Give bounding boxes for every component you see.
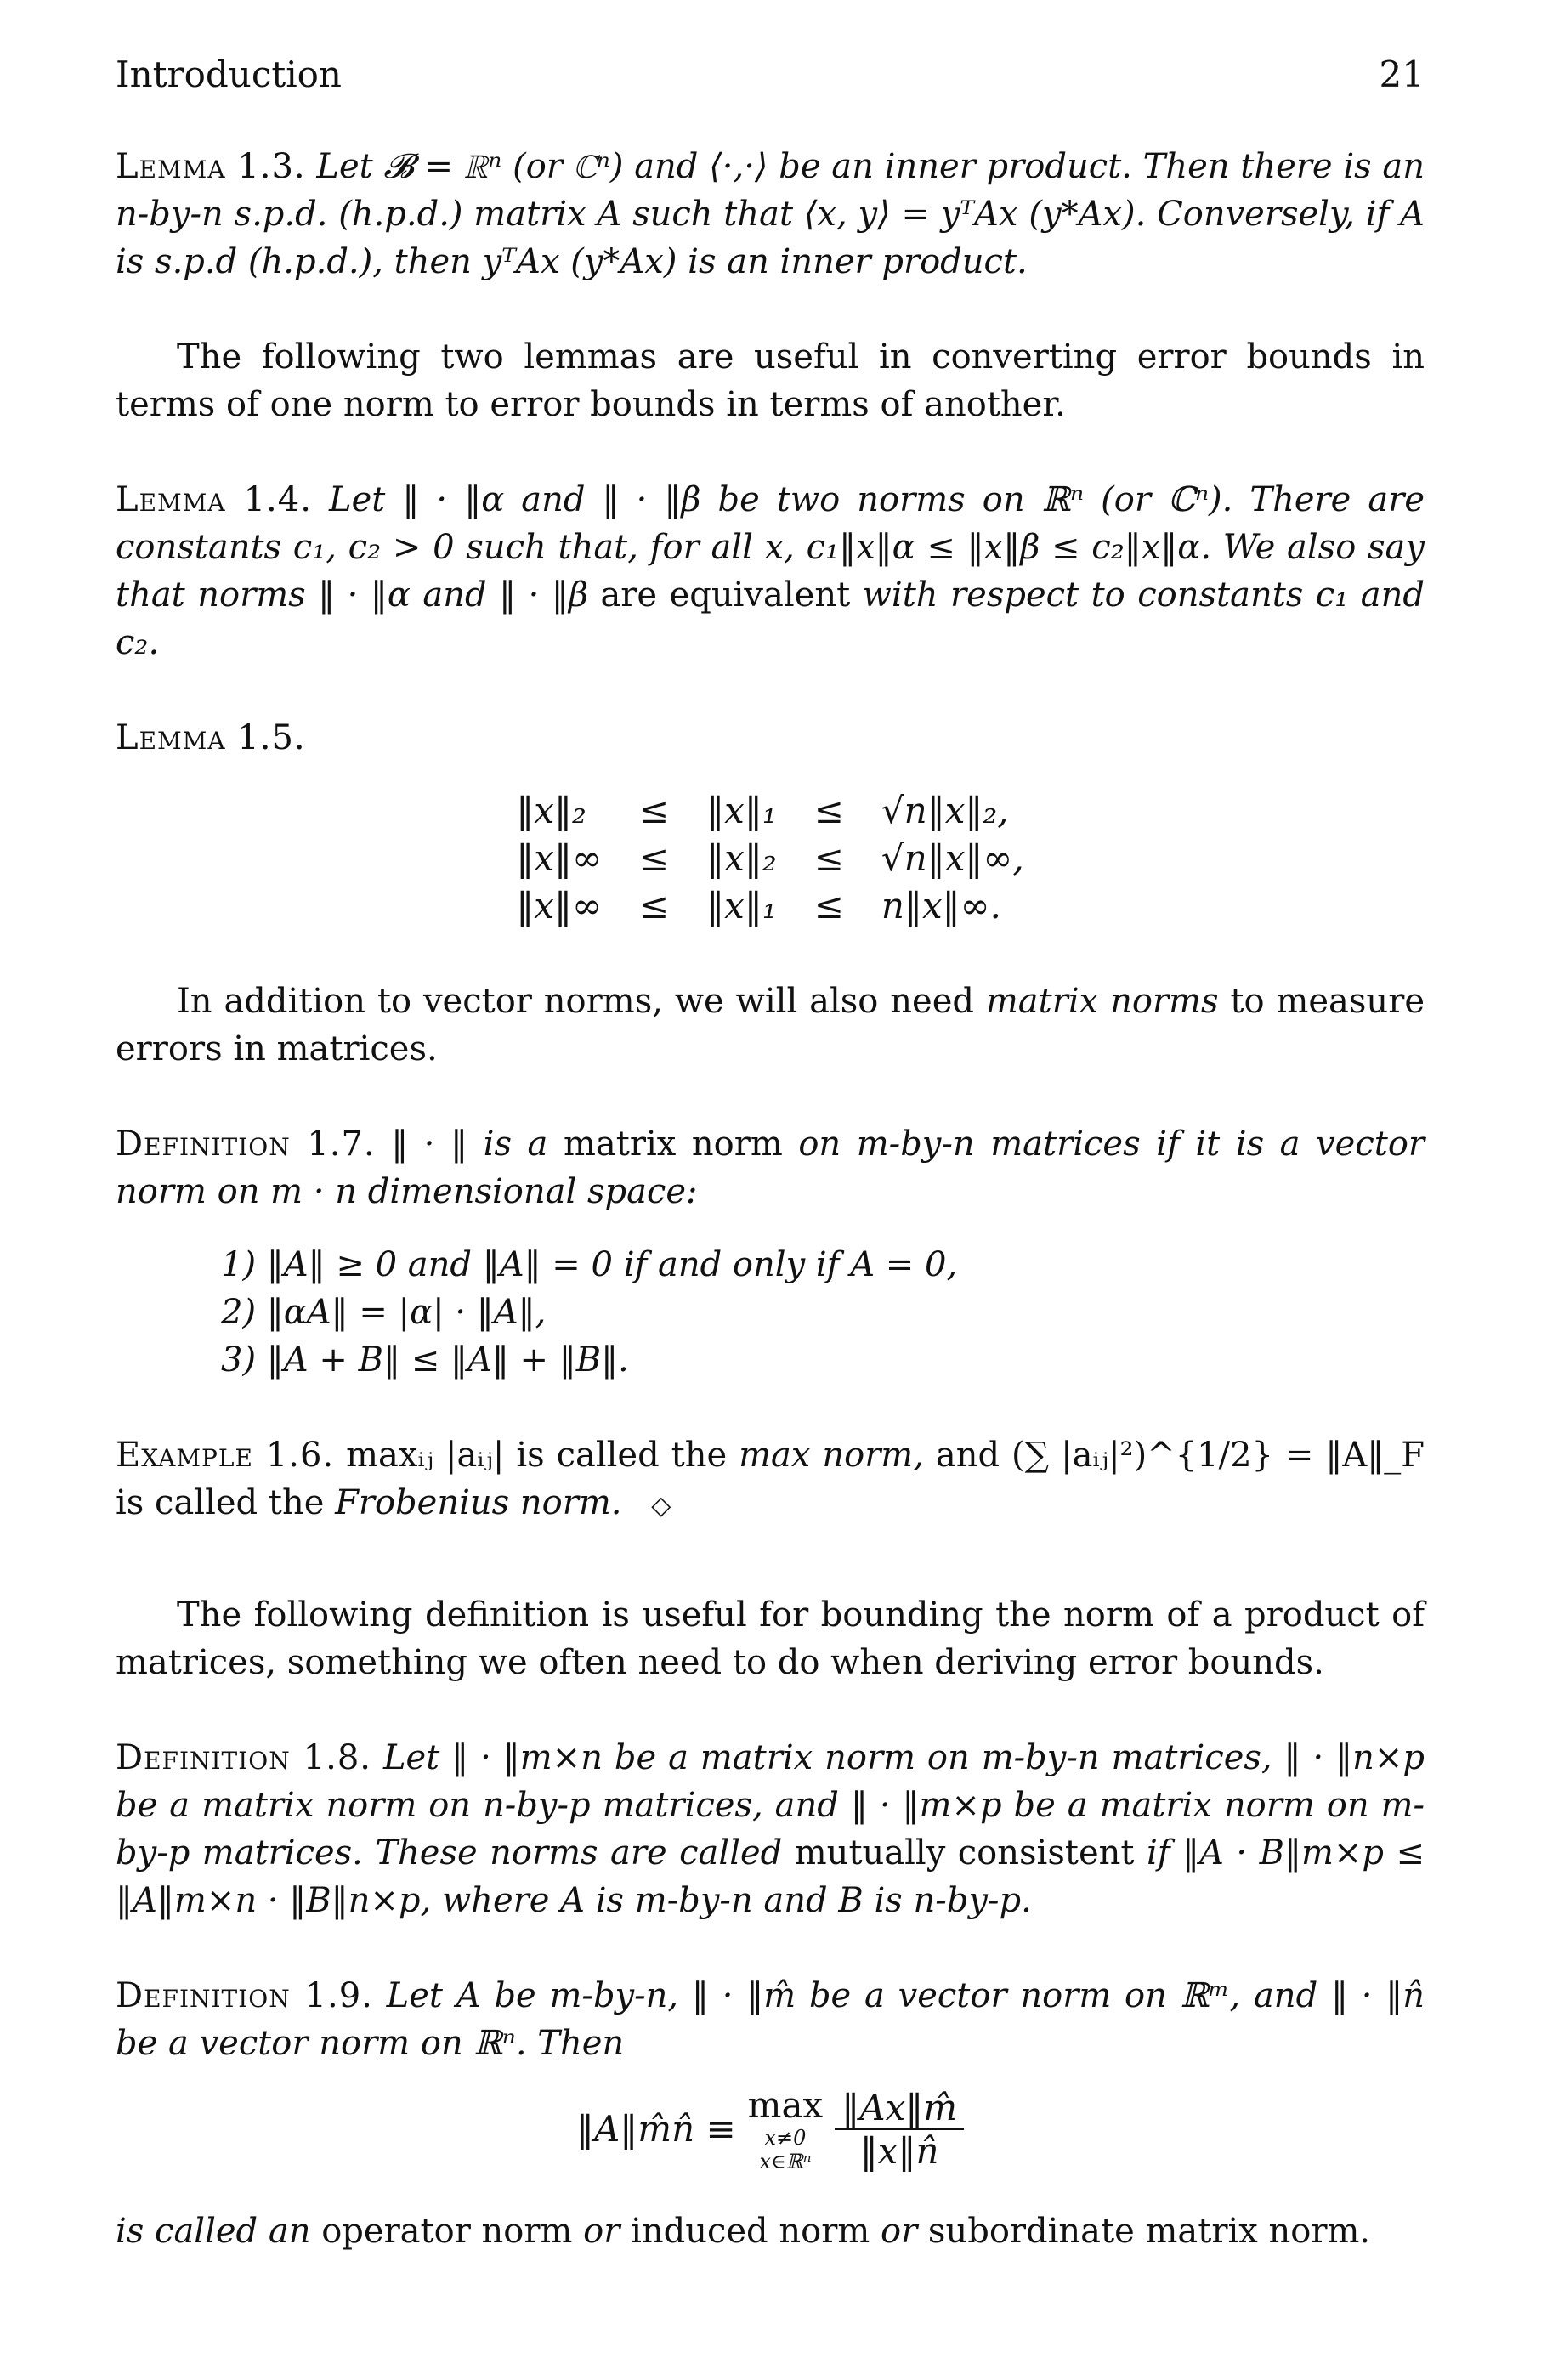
lemma-1-5 — [116, 714, 1425, 762]
cell: ≤ — [813, 790, 844, 831]
cell: ‖x‖₂ — [516, 790, 586, 831]
running-header — [116, 51, 1425, 99]
text: or — [881, 2212, 918, 2251]
paragraph-matrix-norms — [116, 978, 1425, 1073]
term-frobenius-norm: Frobenius norm. — [335, 1483, 622, 1522]
lemma-1-5-label: Lemma 1.5. — [116, 718, 306, 757]
example-1-6 — [116, 1431, 1425, 1530]
definition-1-7 — [116, 1120, 1425, 1216]
norm-axioms-list — [221, 1241, 1425, 1384]
lemma-1-4-term: are equivalent — [600, 575, 851, 615]
text: In addition to vector norms, we will also need — [177, 982, 974, 1021]
lemma-1-3-label: Lemma 1.3. — [116, 147, 306, 186]
definition-1-8 — [116, 1734, 1425, 1924]
cell: ≤ — [638, 837, 670, 879]
term-matrix-norm: matrix norm — [563, 1125, 783, 1164]
inequality-row — [497, 882, 1042, 930]
text: or — [583, 2212, 620, 2251]
text: to measure errors in matrices. — [116, 982, 1425, 1068]
definition-1-9-label: Definition 1.9. — [116, 1976, 373, 2015]
end-of-example-icon: ◇ — [651, 1491, 672, 1521]
cell: ≤ — [813, 837, 844, 879]
cell: ≤ — [638, 790, 670, 831]
chapter-title: Introduction — [116, 54, 342, 95]
formula-lhs: ‖A‖m̂n̂ ≡ — [575, 2108, 736, 2150]
cell: ≤ — [813, 885, 844, 926]
example-1-6-label: Example 1.6. — [116, 1436, 335, 1475]
text: if ‖A · B‖m×p ≤ ‖A‖m×n · ‖B‖n×p, where A is m-by-n and B is n-by-p. — [116, 1833, 1425, 1920]
cell: ≤ — [638, 885, 670, 926]
text: Let ‖ · ‖m×n be a matrix norm on m-by-n matrices, ‖ · ‖n×p be a matrix norm on n-by-p matrices, and ‖ · ‖m×p be a matrix norm on m-by-p matrices. These norms are called — [116, 1738, 1425, 1873]
term-subordinate-matrix-norm: subordinate matrix norm. — [927, 2212, 1371, 2251]
cell: √n‖x‖₂, — [881, 790, 1009, 831]
term-induced-norm: induced norm — [631, 2212, 870, 2251]
fraction — [835, 2087, 964, 2172]
list-item: 2) ‖αA‖ = |α| · ‖A‖, — [221, 1293, 547, 1332]
cell: ‖x‖∞ — [516, 885, 602, 926]
cell: ‖x‖₁ — [706, 885, 777, 926]
max-subscript: x≠0 — [764, 2126, 807, 2150]
norm-inequalities — [497, 787, 1042, 930]
list-item: 1) ‖A‖ ≥ 0 and ‖A‖ = 0 if and only if A = 0, — [221, 1245, 958, 1284]
cell: n‖x‖∞. — [881, 885, 1001, 926]
text: Let A be m-by-n, ‖ · ‖m̂ be a vector norm on ℝᵐ, and ‖ · ‖n̂ be a vector norm on ℝⁿ. Then — [116, 1976, 1425, 2063]
max-subscript: x∈ℝⁿ — [759, 2150, 812, 2173]
list-item: 3) ‖A + B‖ ≤ ‖A‖ + ‖B‖. — [221, 1340, 629, 1380]
term-matrix-norms: matrix norms — [985, 982, 1219, 1021]
cell: ‖x‖∞ — [516, 837, 602, 879]
paragraph-definition-useful: The following definition is useful for bounding the norm of a product of matrices, something we often need to do when deriving error bounds. — [116, 1595, 1425, 1682]
text: ‖ · ‖ is a — [391, 1125, 548, 1164]
lemma-1-4-label: Lemma 1.4. — [116, 480, 312, 519]
page — [116, 51, 1425, 2303]
max-label: max — [747, 2084, 824, 2126]
definition-1-9-closing — [116, 2207, 1425, 2255]
term-mutually-consistent: mutually consistent — [794, 1833, 1135, 1873]
text: and (∑ |aᵢⱼ|²)^{1/2} = ‖A‖_F is called the — [116, 1436, 1425, 1522]
max-operator — [748, 2084, 824, 2173]
definition-1-9 — [116, 1972, 1425, 2067]
cell: ‖x‖₁ — [706, 790, 777, 831]
term-max-norm: max norm, — [739, 1436, 924, 1475]
page-number: 21 — [1379, 54, 1425, 95]
lemma-1-3 — [116, 143, 1425, 286]
lemma-1-4-body-a: Let ‖ · ‖α and ‖ · ‖β be two norms on ℝⁿ (or ℂⁿ). There are constants c₁, c₂ > 0 such that, for all x, c₁‖x‖α ≤ ‖x‖β ≤ c₂‖x‖α. We also say that norms ‖ · ‖α and ‖ · ‖β — [116, 480, 1425, 615]
text: maxᵢⱼ |aᵢⱼ| is called the — [346, 1436, 728, 1475]
text: is called an — [116, 2212, 311, 2251]
paragraph-lemmas-useful: The following two lemmas are useful in converting error bounds in terms of one norm to error bounds in terms of another. — [116, 337, 1425, 424]
inequality-row — [497, 787, 1042, 835]
text: on m-by-n matrices if it is a vector norm on m · n dimensional space: — [116, 1125, 1425, 1211]
denominator: ‖x‖n̂ — [859, 2129, 939, 2172]
numerator: ‖Ax‖m̂ — [835, 2087, 964, 2130]
cell: ‖x‖₂ — [706, 837, 777, 879]
operator-norm-formula — [116, 2084, 1425, 2173]
cell: √n‖x‖∞, — [881, 837, 1024, 879]
definition-1-7-label: Definition 1.7. — [116, 1125, 376, 1164]
inequality-row — [497, 835, 1042, 882]
lemma-1-3-body: Let 𝓑 = ℝⁿ (or ℂⁿ) and ⟨·,·⟩ be an inner product. Then there is an n-by-n s.p.d. (h.p.d.) matrix A such that ⟨x, y⟩ = yᵀAx (y*Ax). Conversely, if A is s.p.d (h.p.d.), then yᵀAx (y*Ax) is an inner product. — [116, 147, 1425, 281]
term-operator-norm: operator norm — [321, 2212, 573, 2251]
definition-1-8-label: Definition 1.8. — [116, 1738, 372, 1777]
lemma-1-4-body-b: with respect to constants c₁ and c₂. — [116, 575, 1425, 662]
lemma-1-4 — [116, 476, 1425, 666]
